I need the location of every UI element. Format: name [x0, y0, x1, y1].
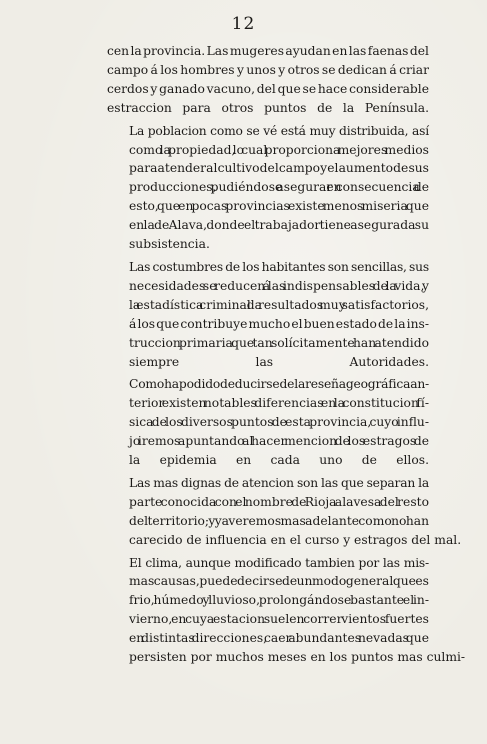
text-line: necesidades se reducen á las indispensables de la vida, y [129, 278, 429, 293]
paragraph [107, 42, 429, 118]
text-line: cen la provincia. Las mugeres ayudan en las faenas del [107, 44, 429, 58]
text-line: parte conocida con el nombre de Rioja alavesa del resto [129, 494, 429, 509]
text-line: esto, que en pocas provincias existe menos miseria que [129, 199, 429, 214]
text-line: La poblacion como se vé está muy distribuida, así [129, 123, 429, 138]
text-line: para atender al cultivo del campo y el aumento de sus [129, 161, 429, 176]
text-line: siempre las Autoridades. [129, 354, 429, 369]
text-line: como la propiedad, lo cual proporciona mejores medios [129, 142, 429, 157]
text-line: truccion primaria que tan solícitamente han atendido [129, 335, 429, 350]
text-line: la estadística criminal da resultados muy satisfactorios, [129, 297, 429, 312]
paragraph [107, 474, 462, 550]
page-number: 12 [231, 14, 256, 34]
paragraph [107, 375, 429, 470]
text-line: frio, húmedo y lluvioso, prolongándose bastante el in- [129, 593, 429, 608]
paragraph [107, 258, 429, 371]
text-line: Las mas dignas de atencion son las que separan la [129, 475, 429, 490]
text-line: en la de Alava, donde el trabajador tiene asegurada su [129, 218, 429, 233]
text-line: la epidemia en cada uno de ellos. [129, 453, 429, 468]
text-line: mas causas, puede decirse de un modo general que es [129, 574, 429, 589]
text-line: El clima, aunque modificado tambien por las mis- [129, 555, 429, 570]
text-line: terior existen notables diferencias en la constitucion fí- [129, 396, 429, 411]
text-line: producciones, pudiéndose asegurar en consecuencia de [129, 180, 429, 195]
body-text [107, 42, 466, 671]
paragraph [107, 554, 466, 667]
text-line: Las costumbres de los habitantes son sencillas, sus [129, 259, 429, 274]
text-line: vierno, en cuya estacion suelen correr vientos fuertes [129, 612, 429, 627]
text-line: del territorio; y ya veremos mas adelante como no han [129, 513, 429, 528]
text-line: subsistencia. [129, 237, 210, 252]
text-line: sica de los diversos puntos de esta provincia, cuyo influ- [129, 415, 429, 430]
text-line: cerdos y ganado vacuno, del que se hace considerable [107, 81, 429, 96]
text-line: Como ha podido deducirse de la reseña geográfica an- [129, 377, 429, 392]
text-line: carecido de influencia en el curso y estragos del mal. [129, 532, 462, 547]
text-line: persisten por muchos meses en los puntos mas culmi- [129, 650, 466, 665]
text-line: campo á los hombres y unos y otros se dedican á criar [107, 62, 429, 77]
text-line: jo iremos apuntando al hacer mencion de los estragos de [129, 434, 429, 449]
text-line: estraccion para otros puntos de la Península. [107, 100, 429, 115]
text-line: á los que contribuye mucho el buen estado de la ins- [129, 316, 429, 331]
text-line: en distintas direcciones, caer abundantes nevadas que [129, 631, 429, 646]
paragraph [107, 122, 429, 254]
